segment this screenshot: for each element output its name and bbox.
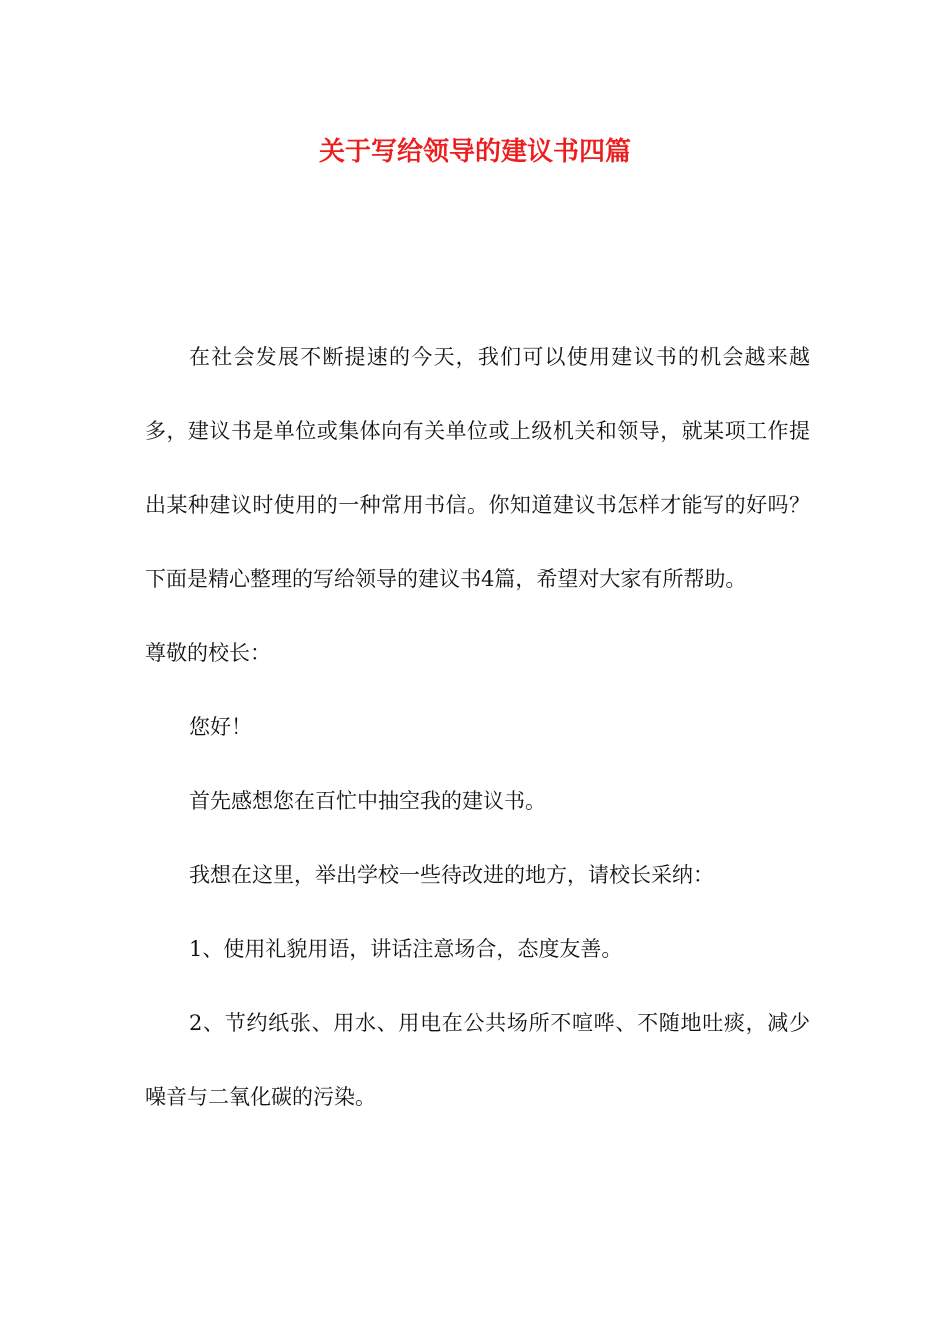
paragraph-thanks: 首先感想您在百忙中抽空我的建议书。 (189, 789, 546, 813)
document-title: 关于写给领导的建议书四篇 (318, 137, 631, 167)
salutation-line: 尊敬的校长： (145, 641, 271, 665)
intro-paragraph: 在社会发展不断提速的今天，我们可以使用建议书的机会越来越多，建议书是单位或集体向有关单位或上级机关和领导，就某项工作提出某种建议时使用的一种常用书信。你知道建议书怎样才能写的好吗？下面是精心整理的写给领导的建议书4篇，希望对大家有所帮助。 (145, 345, 810, 591)
greeting-line: 您好！ (189, 715, 252, 739)
suggestion-item-2: 2、节约纸张、用水、用电在公共场所不喧哗、不随地吐痰，减少噪音与二氧化碳的污染。 (145, 1011, 810, 1109)
document-body (145, 320, 810, 1134)
paragraph-suggestion-intro: 我想在这里，举出学校一些待改进的地方，请校长采纳： (189, 863, 714, 887)
suggestion-item-1: 1、使用礼貌用语，讲话注意场合，态度友善。 (189, 937, 623, 961)
